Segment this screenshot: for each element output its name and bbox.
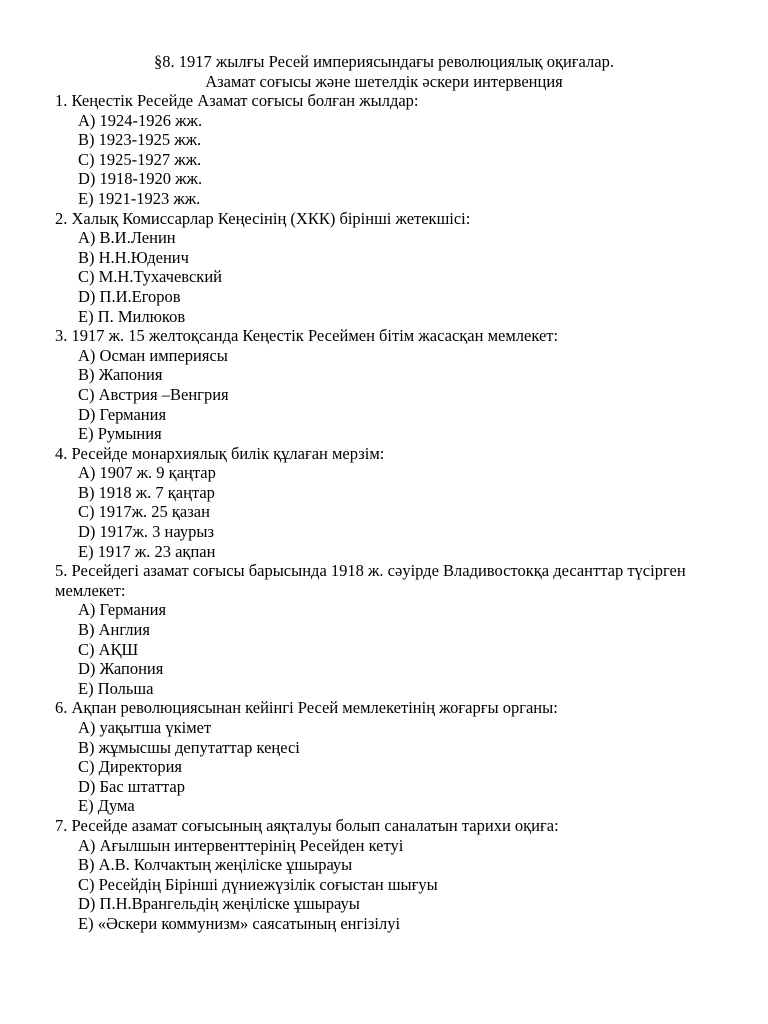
title-line-2: Азамат соғысы және шетелдік әскери интервенция xyxy=(205,71,563,91)
question-3 xyxy=(55,326,715,444)
option-e: E) «Әскери коммунизм» саясатының енгізілуі xyxy=(78,913,401,933)
option-a: A) Германия xyxy=(78,600,167,620)
answer-options xyxy=(55,346,715,444)
option-a: A) Осман империясы xyxy=(78,345,228,365)
answer-options xyxy=(55,836,715,934)
option-b: B) 1923-1925 жж. xyxy=(78,130,202,150)
option-a: A) 1907 ж. 9 қаңтар xyxy=(78,463,216,483)
option-d: D) П.Н.Врангельдің жеңіліске ұшырауы xyxy=(78,894,360,914)
option-b: B) А.В. Колчактың жеңіліске ұшырауы xyxy=(78,855,353,875)
option-e: E) Румыния xyxy=(78,424,162,444)
option-e: E) 1917 ж. 23 ақпан xyxy=(78,541,216,561)
option-b: B) Н.Н.Юденич xyxy=(78,247,189,267)
option-e: E) Дума xyxy=(78,796,135,816)
option-a: A) 1924-1926 жж. xyxy=(78,110,203,130)
question-4 xyxy=(55,444,715,562)
option-d: D) 1918-1920 жж. xyxy=(78,169,203,189)
option-d: D) П.И.Егоров xyxy=(78,286,181,306)
option-d: D) Германия xyxy=(78,404,167,424)
option-d: D) 1917ж. 3 наурыз xyxy=(78,522,214,542)
question-text: 6. Ақпан революциясынан кейінгі Ресей мемлекетінің жоғарғы органы: xyxy=(55,698,558,718)
question-text: 4. Ресейде монархиялық билік құлаған мерзім: xyxy=(55,443,385,463)
question-1 xyxy=(55,91,715,209)
option-c: C) Директория xyxy=(78,757,182,777)
option-c: C) М.Н.Тухачевский xyxy=(78,267,222,287)
option-b: B) жұмысшы депутаттар кеңесі xyxy=(78,737,300,757)
question-7 xyxy=(55,816,715,934)
option-a: A) Ағылшын интервенттерінің Ресейден кетуі xyxy=(78,835,404,855)
question-text: 5. Ресейдегі азамат соғысы барысында 1918 ж. сәуірде Владивостокқа десанттар түсірген мемлекет: xyxy=(55,561,686,600)
question-5 xyxy=(55,561,715,698)
option-c: C) Австрия –Венгрия xyxy=(78,384,229,404)
option-e: E) 1921-1923 жж. xyxy=(78,188,201,208)
option-c: C) АҚШ xyxy=(78,639,139,659)
answer-options xyxy=(55,600,715,698)
answer-options xyxy=(55,111,715,209)
option-c: C) 1925-1927 жж. xyxy=(78,149,202,169)
option-b: B) Жапония xyxy=(78,365,163,385)
option-d: D) Жапония xyxy=(78,659,164,679)
answer-options xyxy=(55,718,715,816)
option-c: C) Ресейдің Бірінші дүниежүзілік соғыстан шығуы xyxy=(78,874,438,894)
option-b: B) Англия xyxy=(78,620,150,640)
question-list xyxy=(55,91,715,934)
question-text: 1. Кеңестік Ресейде Азамат соғысы болған жылдар: xyxy=(55,91,419,110)
option-a: A) уақытша үкімет xyxy=(78,718,212,737)
question-2 xyxy=(55,209,715,327)
document-title xyxy=(0,52,768,91)
option-d: D) Бас штаттар xyxy=(78,776,185,796)
answer-options xyxy=(55,463,715,561)
option-b: B) 1918 ж. 7 қаңтар xyxy=(78,482,215,502)
question-6 xyxy=(55,698,715,816)
option-e: E) Польша xyxy=(78,678,154,698)
answer-options xyxy=(55,228,715,326)
question-text: 7. Ресейде азамат соғысының аяқталуы болып саналатын тарихи оқиға: xyxy=(55,815,559,835)
title-line-1: §8. 1917 жылғы Ресей империясындағы революциялық оқиғалар. xyxy=(154,52,614,71)
question-text: 3. 1917 ж. 15 желтоқсанда Кеңестік Ресеймен бітім жасасқан мемлекет: xyxy=(55,326,559,346)
option-a: A) В.И.Ленин xyxy=(78,228,176,248)
question-text: 2. Халық Комиссарлар Кеңесінің (ХКК) бірінші жетекшісі: xyxy=(55,208,471,228)
option-e: E) П. Милюков xyxy=(78,306,186,326)
option-c: C) 1917ж. 25 қазан xyxy=(78,502,210,522)
